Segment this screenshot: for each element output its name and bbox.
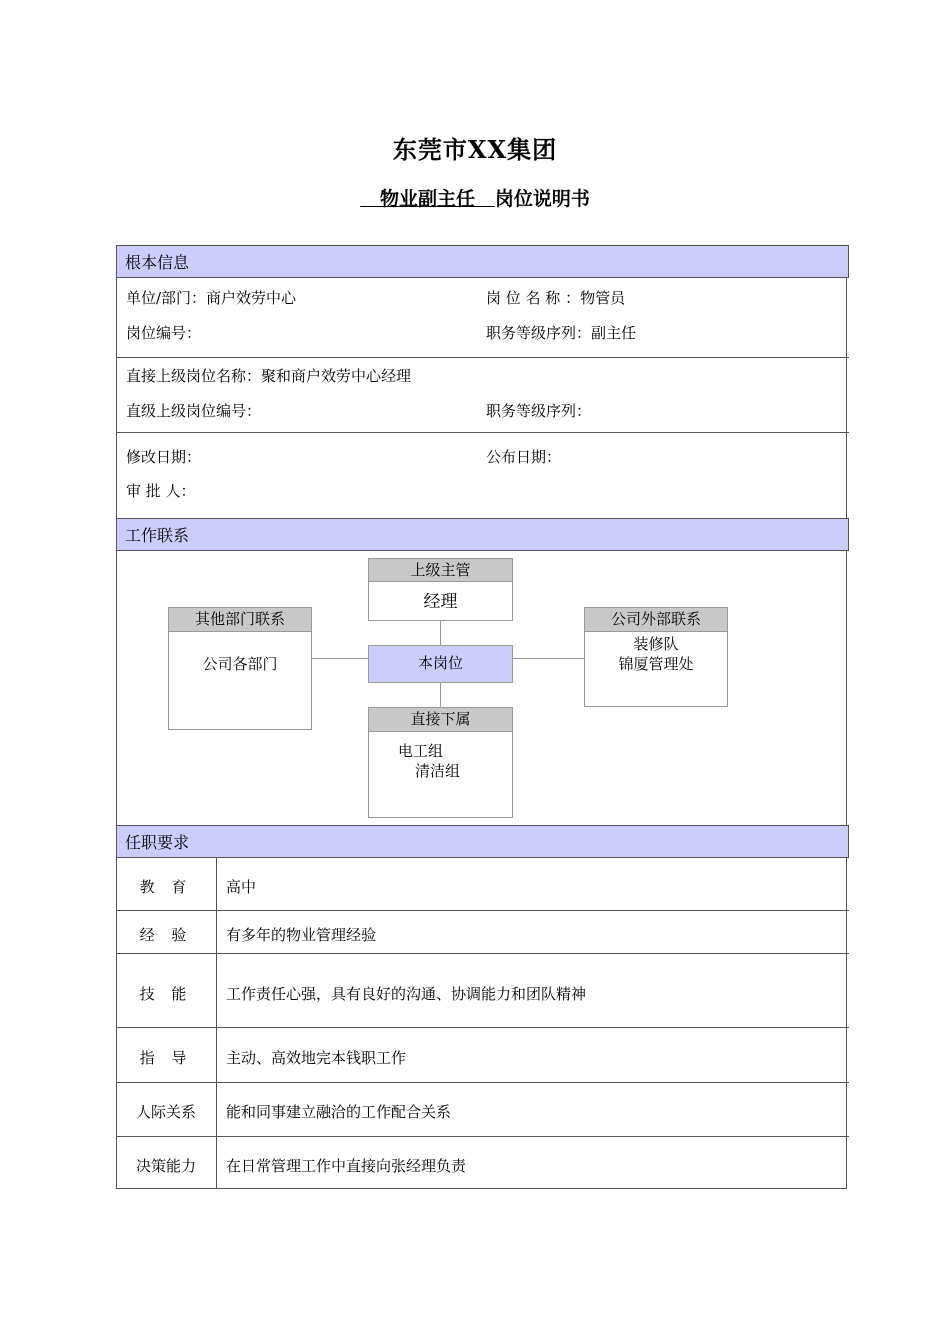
other-depts-box-title: 其他部门联系 — [168, 607, 312, 632]
superior-name: 直接上级岗位名称：聚和商户效劳中心经理 — [126, 367, 412, 385]
position-no: 岗位编号： — [126, 324, 202, 342]
divider — [116, 1027, 849, 1028]
subordinate-line-2: 清洁组 — [415, 762, 461, 780]
other-depts-box-body: 公司各部门 — [202, 655, 278, 673]
req-value-decision: 在日常管理工作中直接向张经理负责 — [226, 1157, 467, 1175]
subordinate-line-1: 电工组 — [398, 742, 444, 760]
connector-line — [512, 658, 585, 659]
external-line-2: 锦厦管理处 — [618, 655, 694, 673]
divider — [116, 1082, 849, 1083]
publish-date: 公布日期： — [486, 448, 562, 466]
divider — [116, 432, 849, 433]
req-value-skills: 工作责任心强，具有良好的沟通、协调能力和团队精神 — [226, 985, 587, 1003]
section-header-basic-info: 根本信息 — [116, 245, 849, 278]
divider — [116, 1136, 849, 1137]
req-value-education: 高中 — [226, 878, 257, 896]
req-label-relations: 人际关系 — [135, 1103, 196, 1121]
connector-line — [440, 682, 441, 708]
req-label-experience: 经 验 — [139, 926, 193, 944]
divider — [116, 910, 849, 911]
unit-dept: 单位/部门：商户效劳中心 — [126, 289, 297, 307]
document-subtitle — [0, 184, 950, 211]
divider — [116, 357, 849, 358]
doc-title: 岗位说明书 — [494, 188, 590, 210]
superior-no: 直级上级岗位编号： — [126, 402, 262, 420]
req-label-decision: 决策能力 — [135, 1157, 196, 1175]
self-box-title: 本岗位 — [417, 654, 463, 672]
position-title: 物业副主任 — [360, 188, 495, 210]
superior-grade: 职务等级序列： — [486, 402, 592, 420]
external-line-1: 装修队 — [633, 635, 679, 653]
req-label-guidance: 指 导 — [139, 1049, 193, 1067]
modify-date: 修改日期： — [126, 448, 202, 466]
company-title: 东莞市XX集团 — [392, 135, 558, 164]
superior-box-title: 上级主管 — [368, 558, 513, 582]
grade-series: 职务等级序列：副主任 — [486, 324, 637, 342]
req-value-guidance: 主动、高效地完本钱职工作 — [226, 1049, 407, 1067]
column-divider — [216, 857, 217, 1189]
section-header-relations: 工作联系 — [116, 518, 849, 551]
position-name: 岗 位 名 称 ：物管员 — [486, 289, 626, 307]
section-header-requirements: 任职要求 — [116, 825, 849, 858]
divider — [116, 953, 849, 954]
subordinate-box-title: 直接下属 — [368, 707, 513, 732]
req-label-education: 教 育 — [139, 878, 193, 896]
req-value-experience: 有多年的物业管理经验 — [226, 926, 377, 944]
req-label-skills: 技 能 — [139, 985, 193, 1003]
approver: 审 批 人： — [126, 482, 196, 500]
connector-line — [440, 620, 441, 646]
external-box-title: 公司外部联系 — [584, 607, 728, 632]
req-value-relations: 能和同事建立融洽的工作配合关系 — [226, 1103, 452, 1121]
connector-line — [311, 658, 369, 659]
superior-box-body: 经理 — [423, 592, 458, 612]
